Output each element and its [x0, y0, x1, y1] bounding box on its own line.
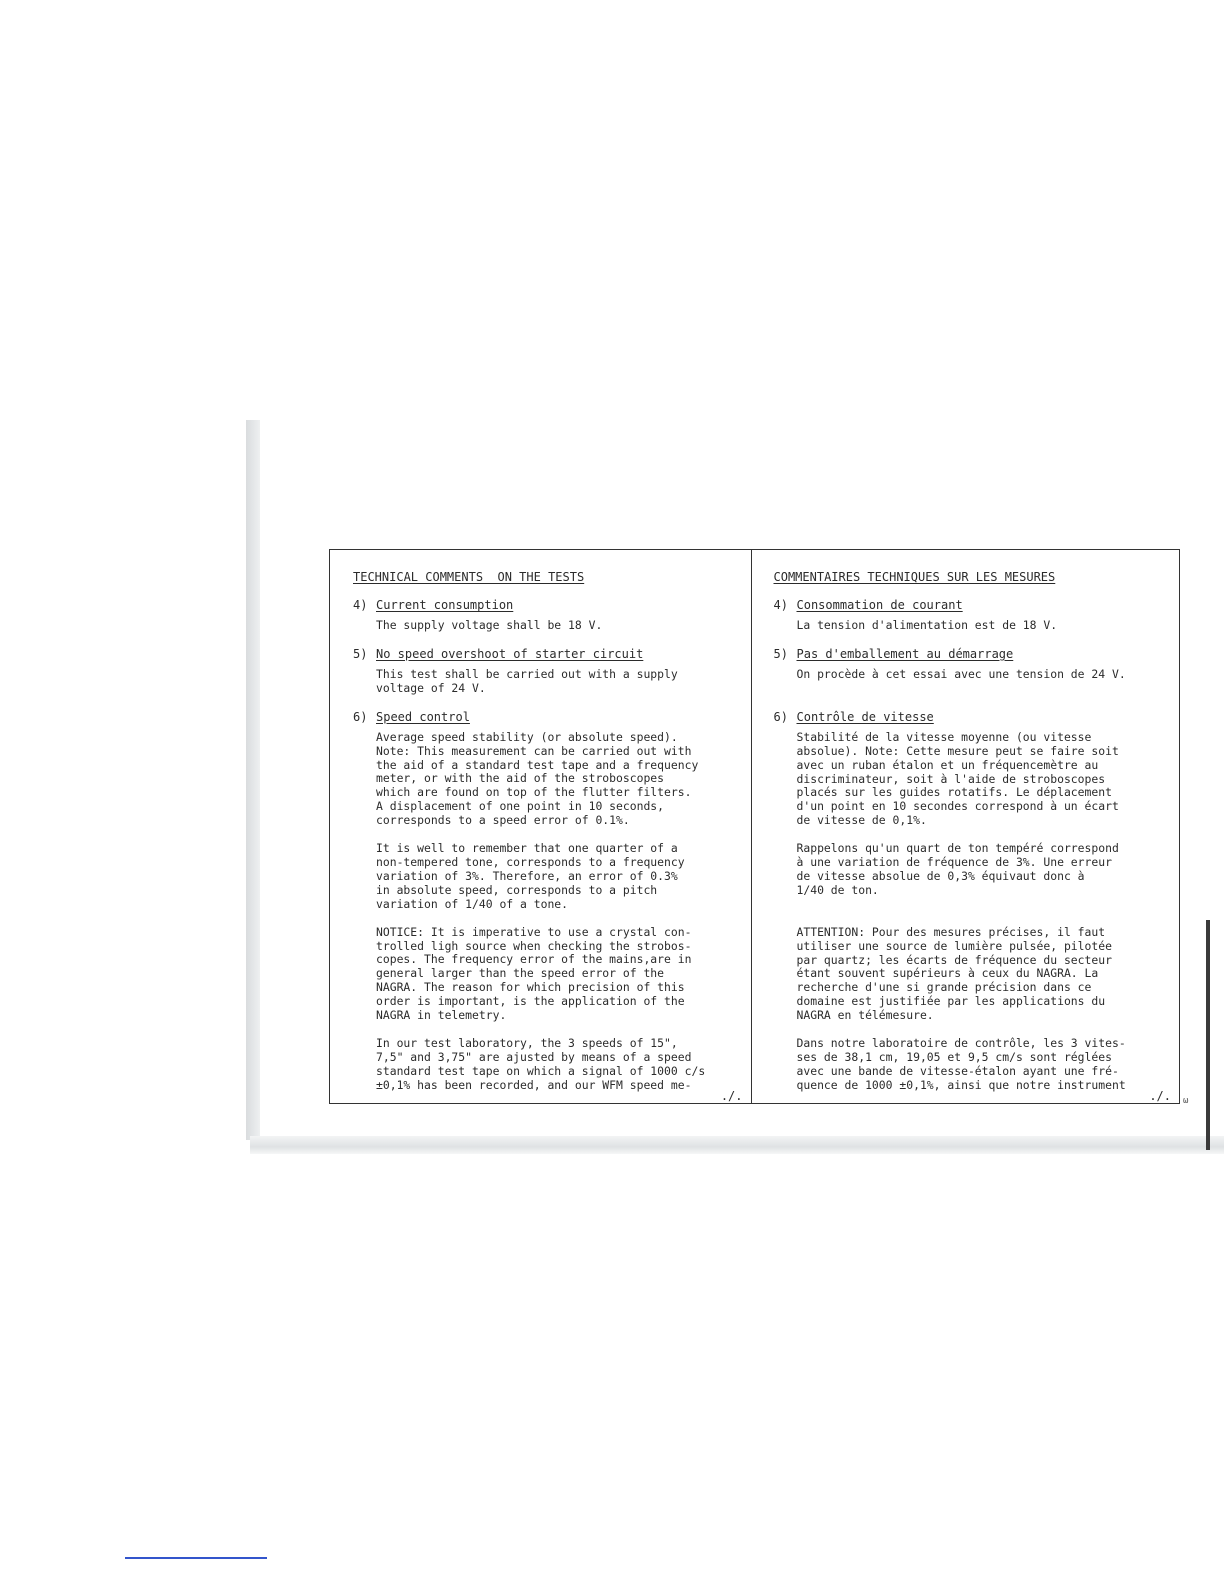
- item-paragraph: Rappelons qu'un quart de ton tempéré correspond à une variation de fréquence de 3%. Une erreur de vitesse absolue de 0,3% équivaut donc à 1/40 de ton.: [796, 841, 1119, 897]
- item-number: 6): [773, 709, 788, 724]
- english-item-5: [353, 647, 751, 696]
- item-paragraph: La tension d'alimentation est de 18 V.: [796, 618, 1058, 632]
- french-item-5: [774, 647, 1180, 682]
- page-mark: ω: [1183, 1096, 1189, 1106]
- item-paragraph: In our test laboratory, the 3 speeds of 15", 7,5" and 3,75" are ajusted by means of a speed standard test tape on which a signal of 1000 c/s ±0,1% has been recorded, and our WFM speed me-: [376, 1035, 706, 1092]
- french-heading: COMMENTAIRES TECHNIQUES SUR LES MESURES: [773, 570, 1056, 584]
- english-item-4: [353, 598, 751, 633]
- french-item-6: [774, 710, 1180, 1093]
- item-title: Contrôle de vitesse: [796, 709, 934, 724]
- english-heading: TECHNICAL COMMENTS ON THE TESTS: [353, 570, 585, 584]
- item-title: Pas d'emballement au démarrage: [796, 646, 1014, 661]
- item-number: 5): [773, 646, 788, 661]
- french-column: [752, 550, 1180, 1103]
- scan-page-bottom-edge: [250, 1136, 1224, 1154]
- english-column: [330, 550, 752, 1103]
- item-paragraph: Average speed stability (or absolute speed). Note: This measurement can be carried out with the aid of a standard test tape and a frequency meter, or with the aid of the stroboscopes which are found on top of the flutter filters. A displacement of one point in 10 seconds, corresponds to a speed error of 0.1%.: [376, 729, 699, 828]
- bilingual-comments-table: [329, 549, 1180, 1104]
- item-paragraph: The supply voltage shall be 18 V.: [376, 618, 603, 632]
- scan-page-left-edge: [246, 420, 260, 1140]
- french-item-5-header: [774, 647, 1180, 661]
- item-title: Consommation de courant: [796, 598, 963, 612]
- item-number: 4): [773, 598, 788, 612]
- english-item-6-header: [353, 710, 751, 724]
- english-continued-mark: ./.: [720, 1089, 743, 1103]
- item-paragraph: It is well to remember that one quarter of a non-tempered tone, corresponds to a frequency variation of 3%. Therefore, an error of 0.3% in absolute speed, corresponds to a pitch variation of 1/40 of a tone.: [376, 841, 685, 911]
- french-continued-mark: ./.: [1149, 1089, 1171, 1103]
- item-number: 4): [353, 598, 368, 612]
- item-paragraph: NOTICE: It is imperative to use a crystal con- trolled ligh source when checking the strobos- copes. The frequency error of the mains,are in general larger than the speed error of the NAGRA. The reason for which precision of this order is important, is the application of the NAGRA in telemetry.: [376, 924, 692, 1023]
- item-title: No speed overshoot of starter circuit: [376, 646, 644, 661]
- english-item-4-header: [353, 598, 751, 612]
- english-item-5-header: [353, 647, 751, 661]
- item-number: 6): [353, 709, 368, 724]
- item-number: 5): [353, 646, 368, 661]
- item-paragraph: Stabilité de la vitesse moyenne (ou vitesse absolue). Note: Cette mesure peut se faire soit avec un ruban étalon et un fréquencemètre au discriminateur, soit à l'aide de stroboscopes placés sur les guides rotatifs. Le déplacement d'un point en 10 secondes correspond à un écart de vitesse de 0,1%.: [796, 729, 1119, 828]
- french-item-4-header: [774, 598, 1180, 612]
- english-item-6: [353, 710, 751, 1093]
- french-item-4: [774, 598, 1180, 633]
- item-title: Current consumption: [376, 598, 514, 612]
- scan-page-right-edge: [1206, 920, 1210, 1150]
- item-paragraph: Dans notre laboratoire de contrôle, les 3 vites- ses de 38,1 cm, 19,05 et 9,5 cm/s sont réglées avec une bande de vitesse-étalon ayant une fré- quence de 1000 ±0,1%, ainsi que notre instrument: [796, 1036, 1126, 1092]
- item-paragraph: ATTENTION: Pour des mesures précises, il faut utiliser une source de lumière pulsée, pilotée par quartz; les écarts de fréquence du secteur étant souvent supérieurs à ceux du NAGRA. La recherche d'une si grande précision dans ce domaine est justifiée par les applications du NAGRA en télémesure.: [796, 924, 1112, 1023]
- item-paragraph: On procède à cet essai avec une tension de 24 V.: [796, 666, 1126, 681]
- footnote-rule: [125, 1557, 267, 1559]
- item-paragraph: This test shall be carried out with a supply voltage of 24 V.: [376, 666, 678, 695]
- french-item-6-header: [774, 710, 1180, 724]
- item-title: Speed control: [376, 709, 470, 724]
